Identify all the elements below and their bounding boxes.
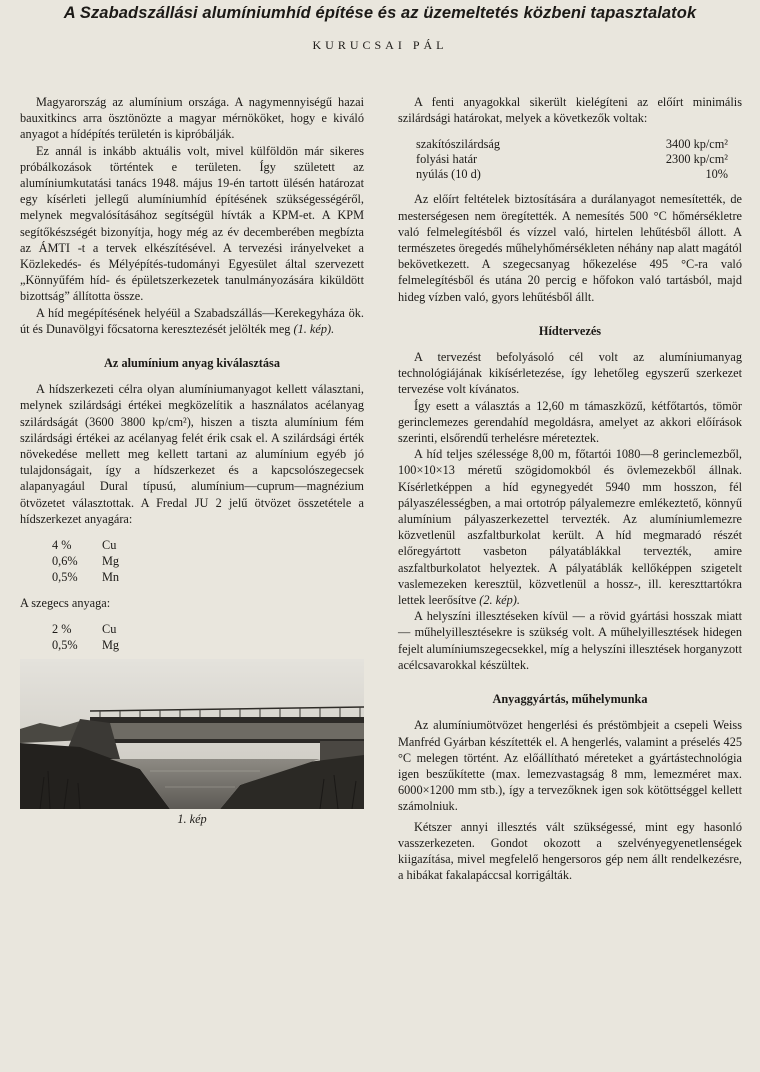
list-item — [20, 637, 364, 653]
paragraph: A tervezést befolyásoló cél volt az alumíniumanyag technológiájának kikísérletezése, így lehetőleg egyszerű szerkezet tervezése volt kívánatos. — [398, 350, 742, 397]
table-row — [416, 151, 728, 166]
strength-properties-table — [416, 136, 728, 181]
property-label: folyási határ — [416, 152, 478, 167]
percent: 2 % — [52, 622, 72, 637]
paragraph: Az alumíniumötvözet hengerlési és préstömbjeit a csepeli Weiss Manfréd Gyárban készítették el. A hengerlés, valamint a préselés 425 °C melegen történt. Az előállítható méreteket a gyártástechnológia igen beszűkítette (max. lemezvastagság 8 mm, lemezméret max. 6000×1200 mm stb.), így a tervezőknek igen sok kötöttséggel kellett számolniuk. — [398, 718, 742, 814]
paragraph: Így esett a választás a 12,60 m támaszközű, kétfőtartós, tömör gerinclemezes gerendahíd megoldásra, amelyet az akkori előírások szerinti, elsőrendű terhelésre méreteztek. — [398, 398, 742, 446]
figure-reference: (1. kép). — [293, 321, 335, 336]
paragraph-text: A híd megépítésének helyéül a Szabadszállás—Kerekegyháza ök. út és Dunavölgyi főcsatorna keresztezését jelölték meg — [20, 305, 364, 336]
paragraph: A fenti anyagokkal sikerült kielégíteni az előírt minimális szilárdsági határokat, melyek a következők voltak: — [398, 95, 742, 126]
author: KURUCSAI PÁL — [312, 38, 448, 52]
left-column — [20, 94, 364, 827]
percent: 4 % — [52, 538, 72, 553]
figure-reference: (2. kép). — [479, 593, 520, 608]
section-heading: Anyaggyártás, műhelymunka — [492, 692, 648, 707]
paragraph-text: A híd teljes szélessége 8,00 m, főtartói 1080—8 gerinclemezből, 100×10×13 méretű szögidomokból és övlemezekből állnak. Kísérletképpen a híd egynegyedét 5940 mm hosszon, fél pályaszélességben, a mai ortotróp pályalemezre emlékeztető, könnyű alumínium pályaszerkezettel tervezték. Az alumíniumlemezre közvetlenül aszfaltburkolat került. A híd megmaradó részét előregyártott vasbeton pályatáblákkal tervezték, amire aszfaltburkolatot helyeztek. A pályatáblák kellőképpen szigetelt vaslemezeken keresztül, közvetlenül a hossz-, ill. kereszttartókra lettek leerősítve — [398, 447, 742, 608]
paragraph — [398, 446, 742, 608]
element: Mg — [102, 554, 120, 569]
list-item — [20, 553, 364, 569]
paragraph — [20, 305, 364, 337]
paragraph: Magyarország az alumínium országa. A nagymennyiségű hazai bauxitkincs arra ösztönözte a magyar mérnököket, hogy e kiváló anyagot a hídépítés területén is kipróbálják. — [20, 95, 364, 142]
rivet-composition-list — [20, 621, 364, 653]
percent: 0,5% — [52, 570, 78, 585]
element: Cu — [102, 538, 117, 553]
property-value: 3400 kp/cm² — [665, 137, 728, 152]
element: Mn — [102, 570, 120, 585]
section-heading: Az alumínium anyag kiválasztása — [104, 356, 280, 371]
property-label: szakítószilárdság — [416, 137, 501, 152]
property-value: 2300 kp/cm² — [665, 152, 728, 167]
percent: 0,6% — [52, 554, 78, 569]
bridge-photo — [20, 659, 364, 809]
table-row — [416, 136, 728, 151]
article-title: A Szabadszállási alumíniumhíd építése és az üzemeltetés közbeni tapasztalatok — [63, 4, 697, 22]
list-item — [20, 621, 364, 637]
element: Cu — [102, 622, 117, 637]
paragraph: A hídszerkezeti célra olyan alumíniumanyagot kellett választani, melynek szilárdsági értékei megközelítik a használatos acélanyag szilárdságát (3600 3800 kp/cm²), hiszen a tiszta alumínium fém szilárdsági értékei az acélanyag felét érik csak el. A szilárdsági érték növekedése mellett meg kellett tartani az alumínium egyéb jó tulajdonságait, így a hídszerkezet és a kapcsolószegecsek alapanyagául Dural típusú, alumínium—cuprum—magnézium ötvözetet választottak. A Fredal JU 2 jelű ötvözet összetétele a hídszerkezet anyagára: — [20, 382, 364, 526]
figure-caption: 1. kép — [177, 812, 207, 827]
paragraph: Kétszer annyi illesztés vált szükségessé, mint egy hasonló vasszerkezeten. Gondot okozott a szelvényegyenetlenségek kiigazítása, mivel megfelelő hengersoros gép nem állt rendelkezésre, a hibákat fakalapáccsal korrigálták. — [398, 819, 742, 883]
paragraph: A helyszíni illesztéseken kívül — a rövid gyártási hosszak miatt — műhelyillesztésekre is szükség volt. A műhelyillesztések hidegen fejelt alumíniumszegecsekkel, míg a helyszíni illesztések horganyzott acélcsavarokkal készültek. — [398, 609, 742, 672]
property-value: 10% — [705, 167, 728, 182]
paragraph: Az előírt feltételek biztosítására a durálanyagot nemesítették, de mesterségesen nem öregítették. A nemesítés 500 °C hőmérsékletre való felmelegítésből és vízzel való, hirtelen lehűtésből állott. A természetes öregedés műhelyhőmérsékleten néhány nap alatt magától bekövetkezett. A szegecsanyag hőkezelése 495 °C-ra való felmelegítésből és utána 20 percig e hőfokon való tartásból, majd hideg vízben való, gyors lehűtésből állt. — [398, 192, 742, 304]
right-column — [398, 94, 742, 883]
list-item — [20, 537, 364, 553]
section-heading: Hídtervezés — [538, 323, 602, 338]
percent: 0,5% — [52, 638, 78, 653]
element: Mg — [102, 638, 120, 653]
alloy-composition-list — [20, 537, 364, 585]
list-item — [20, 569, 364, 585]
paragraph: Ez annál is inkább aktuális volt, mivel külföldön már sikeres próbálkozások történtek e területen. Így született az alumíniumkutatási tanács 1948. május 19-én tartott ülésén határozat egy kísérleti jellegű alumíniumhíd építésének szükségességéről, melynek megvalósításához segítségül hívták a KPM-et. A KPM segítőkészségét bizonyítja, hogy még az év decemberében megbízta az ÁMTI -t a tervek elkészítésével. A tervezési irányelveket a Közlekedés- és Mélyépítés-tudományi Egyesület által szervezett „Könnyűfém híd- és épületszerkezetek tanulmányozására kiküldött bizottság” állította össze. — [20, 143, 364, 304]
rivet-label: A szegecs anyaga: — [20, 596, 111, 611]
table-row — [416, 166, 728, 181]
property-label: nyúlás (10 d) — [416, 167, 481, 182]
